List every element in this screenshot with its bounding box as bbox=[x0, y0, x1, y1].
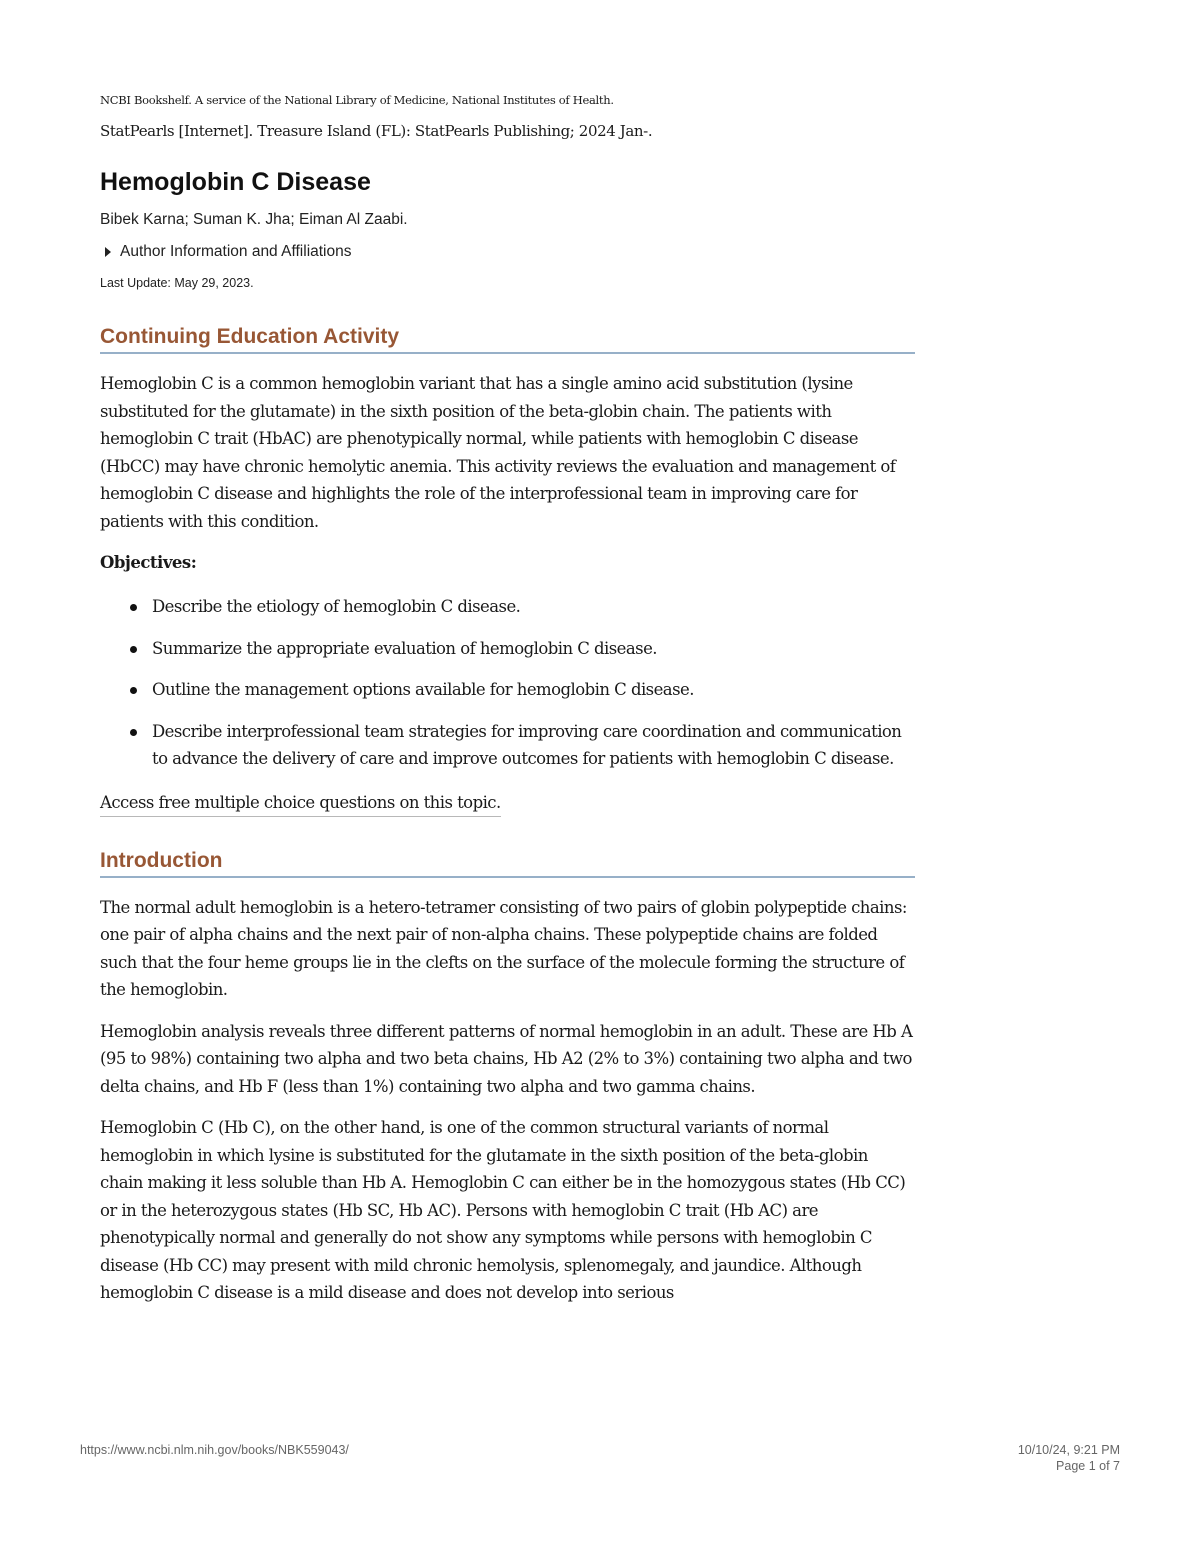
citation: StatPearls [Internet]. Treasure Island (FL): StatPearls Publishing; 2024 Jan-. bbox=[100, 122, 653, 140]
author-info-toggle[interactable] bbox=[105, 241, 915, 263]
list-item bbox=[152, 635, 915, 663]
caret-right-icon bbox=[105, 247, 111, 257]
objective-text: Outline the management options available for hemoglobin C disease. bbox=[152, 680, 694, 699]
bullet-icon bbox=[130, 604, 137, 611]
footer-url: https://www.ncbi.nlm.nih.gov/books/NBK559043/ bbox=[80, 1443, 349, 1457]
last-update: Last Update: May 29, 2023. bbox=[100, 276, 254, 290]
section-heading-continuing-education: Continuing Education Activity bbox=[100, 324, 915, 354]
intro-paragraph: Hemoglobin analysis reveals three different patterns of normal hemoglobin in an adult. These are Hb A (95 to 98%) containing two alpha and two beta chains, Hb A2 (2% to 3%) containing two alpha and two delta chains, and Hb F (less than 1%) containing two alpha and two gamma chains. bbox=[100, 1021, 913, 1096]
bullet-icon bbox=[130, 646, 137, 653]
footer-page-number: Page 1 of 7 bbox=[1056, 1459, 1120, 1473]
footer-datetime: 10/10/24, 9:21 PM bbox=[1017, 1443, 1120, 1457]
objective-text: Describe interprofessional team strategies for improving care coordination and communication to advance the delivery of care and improve outcomes for patients with hemoglobin C disease. bbox=[152, 721, 902, 768]
objective-text: Describe the etiology of hemoglobin C disease. bbox=[152, 597, 521, 616]
ce-paragraph: Hemoglobin C is a common hemoglobin variant that has a single amino acid substitution (lysine substituted for the glutamate) in the sixth position of the beta-globin chain. The patients with hemoglobin C trait (HbAC) are phenotypically normal, while patients with hemoglobin C disease (HbCC) may have chronic hemolytic anemia. This activity reviews the evaluation and management of hemoglobin C disease and highlights the role of the interprofessional team in improving care for patients with this condition. bbox=[100, 374, 896, 531]
objective-text: Summarize the appropriate evaluation of hemoglobin C disease. bbox=[152, 638, 658, 658]
section-heading-introduction: Introduction bbox=[100, 848, 915, 878]
objectives-label: Objectives: bbox=[100, 553, 197, 572]
intro-paragraph: The normal adult hemoglobin is a hetero-tetramer consisting of two pairs of globin polypeptide chains: one pair of alpha chains and the next pair of non-alpha chains. These polypeptide chains are folded such that the four heme groups lie in the clefts on the surface of the molecule forming the structure of the hemoglobin. bbox=[100, 897, 907, 999]
page-title: Hemoglobin C Disease bbox=[100, 168, 371, 196]
author-info-label: Author Information and Affiliations bbox=[120, 243, 352, 260]
author-list: Bibek Karna; Suman K. Jha; Eiman Al Zaabi. bbox=[100, 211, 408, 228]
list-item bbox=[152, 593, 915, 621]
footer-meta bbox=[1018, 1442, 1120, 1474]
bullet-icon bbox=[130, 729, 137, 736]
bullet-icon bbox=[130, 687, 137, 694]
mcq-link[interactable]: Access free multiple choice questions on this topic. bbox=[100, 789, 501, 817]
objectives-list bbox=[100, 593, 915, 773]
bookshelf-attribution: NCBI Bookshelf. A service of the National Library of Medicine, National Institutes of Health. bbox=[100, 93, 614, 107]
intro-paragraph: Hemoglobin C (Hb C), on the other hand, is one of the common structural variants of normal hemoglobin in which lysine is substituted for the glutamate in the sixth position of the beta-globin chain making it less soluble than Hb A. Hemoglobin C can either be in the homozygous states (Hb CC) or in the heterozygous states (Hb SC, Hb AC). Persons with hemoglobin C trait (Hb AC) are phenotypically normal and generally do not show any symptoms while persons with hemoglobin C disease (Hb CC) may present with mild chronic hemolysis, splenomegaly, and jaundice. Although hemoglobin C disease is a mild disease and does not develop into serious bbox=[100, 1118, 906, 1302]
list-item bbox=[152, 676, 915, 704]
list-item bbox=[152, 718, 915, 773]
document-page bbox=[100, 90, 915, 1307]
